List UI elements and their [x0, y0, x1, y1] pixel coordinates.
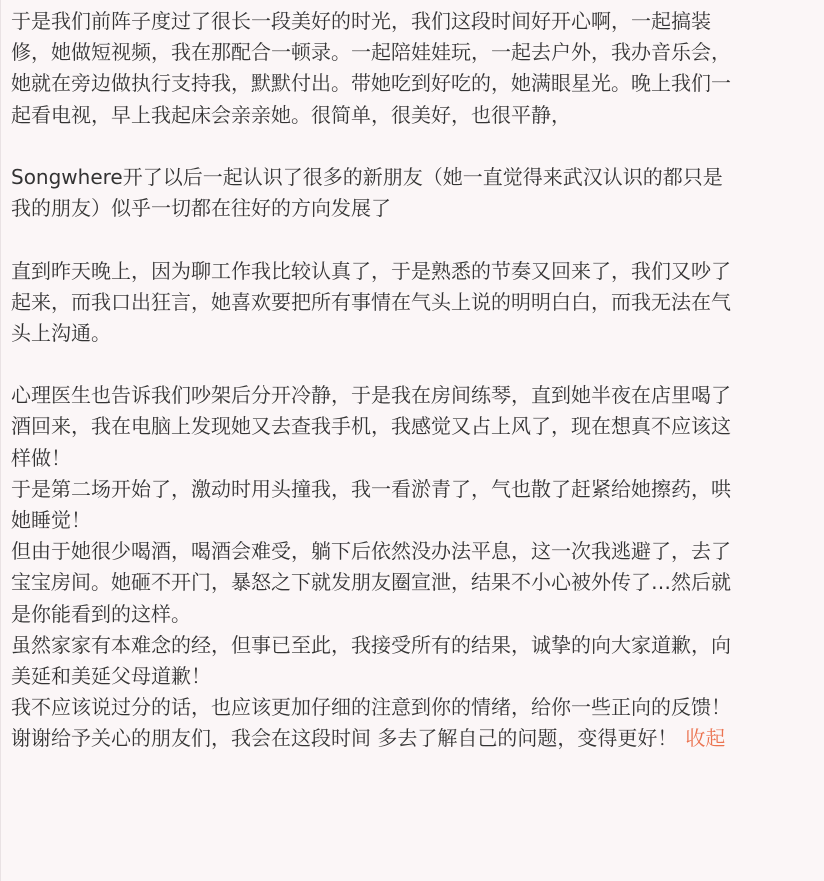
post-line: 修，她做短视频，我在那配合一顿录。一起陪娃娃玩，一起去户外，我办音乐会，	[11, 40, 731, 65]
post-line: 起看电视，早上我起床会亲亲她。很简单，很美好，也很平静，	[11, 102, 571, 127]
post-line: 起来，而我口出狂言，她喜欢要把所有事情在气头上说的明明白白，而我无法在气	[11, 289, 731, 314]
post-line: 酒回来，我在电脑上发现她又去查我手机，我感觉又占上风了，现在想真不应该这	[11, 414, 731, 439]
post-line: 头上沟通。	[11, 320, 111, 345]
post-line: 宝宝房间。她砸不开门，暴怒之下就发朋友圈宣泄，结果不小心被外传了…然后就	[11, 570, 731, 595]
post-line: 谢谢给予关心的朋友们，我会在这段时间 多去了解自己的问题，变得更好！	[11, 726, 678, 751]
post-line: 于是我们前阵子度过了很长一段美好的时光，我们这段时间好开心啊，一起搞装	[11, 9, 711, 33]
paragraph-spacer	[11, 224, 824, 255]
post-line: 美延和美延父母道歉！	[11, 663, 211, 688]
post-line: Songwhere开了以后一起认识了很多的新朋友（她一直觉得来武汉认识的都只是	[11, 164, 723, 189]
paragraph-spacer	[11, 131, 824, 162]
post-last-line	[11, 723, 824, 754]
post-line: 直到昨天晚上，因为聊工作我比较认真了，于是熟悉的节奏又回来了，我们又吵了	[11, 258, 731, 283]
collapse-link[interactable]: 收起	[685, 726, 726, 751]
post-line: 虽然家家有本难念的经，但事已至此，我接受所有的结果，诚挚的向大家道歉，向	[11, 632, 731, 657]
post-line: 我的朋友）似乎一切都在往好的方向发展了	[11, 196, 391, 221]
post-line: 样做！	[11, 445, 71, 470]
post-line: 于是第二场开始了，激动时用头撞我，我一看淤青了，气也散了赶紧给她擦药，哄	[11, 476, 731, 501]
post-line: 我不应该说过分的话，也应该更加仔细的注意到你的情绪，给你一些正向的反馈！	[11, 695, 731, 720]
post-line: 但由于她很少喝酒，喝酒会难受，躺下后依然没办法平息，这一次我逃避了，去了	[11, 539, 731, 564]
post-line: 是你能看到的这样。	[11, 601, 191, 626]
post-line: 心理医生也告诉我们吵架后分开冷静，于是我在房间练琴，直到她半夜在店里喝了	[11, 383, 731, 408]
post-line: 她就在旁边做执行支持我，默默付出。带她吃到好吃的，她满眼星光。晚上我们一	[11, 71, 731, 96]
paragraph-spacer	[11, 349, 824, 380]
post-line: 她睡觉！	[11, 508, 91, 532]
